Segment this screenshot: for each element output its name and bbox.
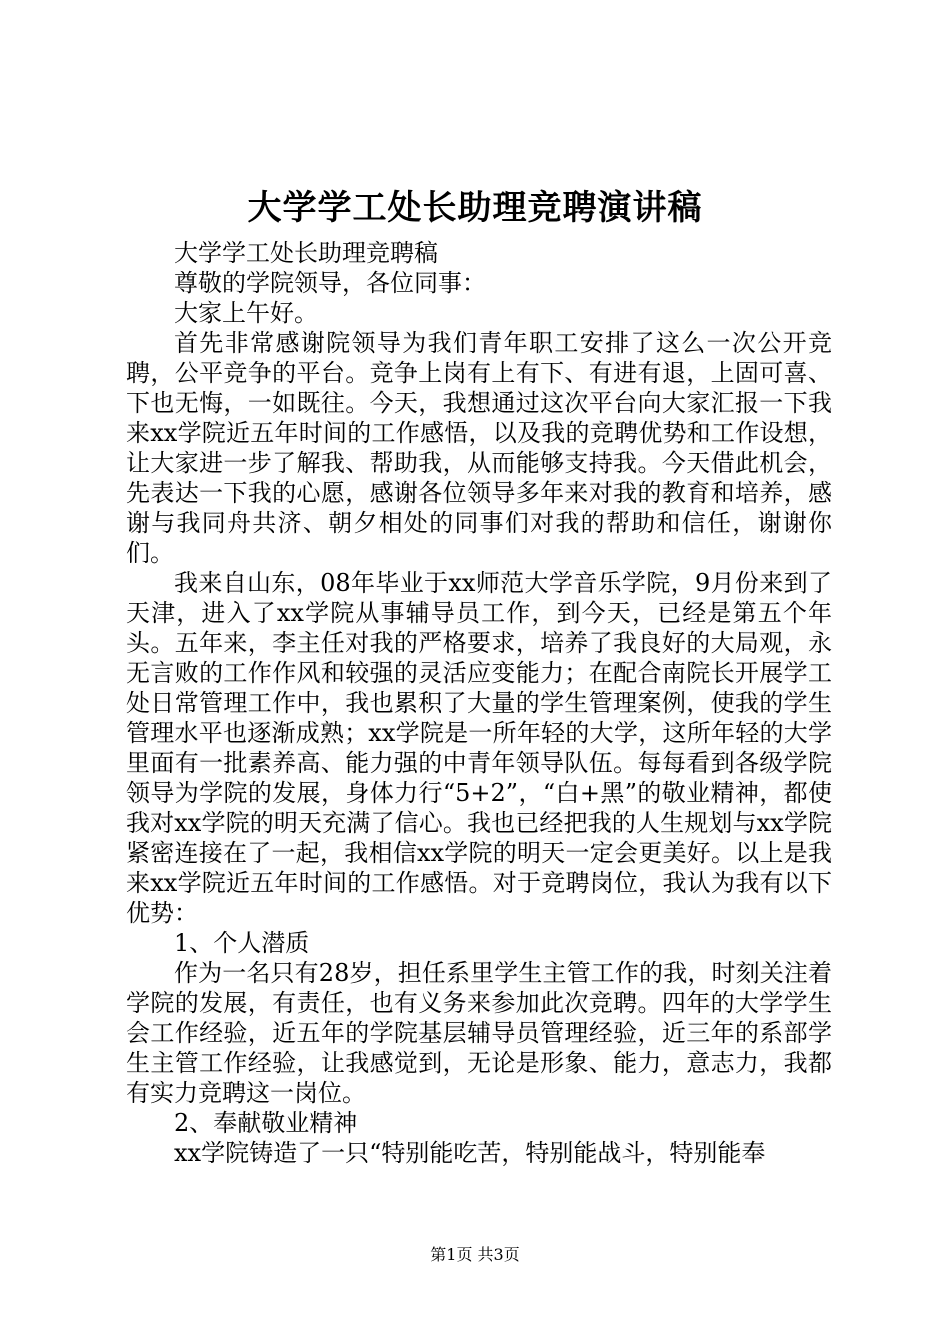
paragraph-greeting: 大家上午好。: [174, 299, 318, 327]
document-body: [126, 238, 832, 1168]
section-heading: 1、个人潜质: [174, 929, 310, 957]
paragraph: 作为一名只有28岁，担任系里学生主管工作的我，时刻关注着学院的发展，有责任，也有义务来参加此次竞聘。四年的大学学生会工作经验，近五年的学院基层辅导员管理经验，近三年的系部学生主管工作经验，让我感觉到，无论是形象、能力，意志力，我都有实力竞聘这一岗位。: [126, 959, 832, 1107]
page-number-footer: 第1页 共3页: [430, 1245, 520, 1264]
section-heading: 2、奉献敬业精神: [174, 1109, 358, 1137]
paragraph: xx学院铸造了一只“特别能吃苦，特别能战斗，特别能奉: [174, 1139, 766, 1167]
paragraph: 我来自山东，08年毕业于xx师范大学音乐学院，9月份来到了天津，进入了xx学院从事辅导员工作，到今天，已经是第五个年头。五年来，李主任对我的严格要求，培养了我良好的大局观，永无言败的工作作风和较强的灵活应变能力；在配合南院长开展学工处日常管理工作中，我也累积了大量的学生管理案例，使我的学生管理水平也逐渐成熟；xx学院是一所年轻的大学，这所年轻的大学里面有一批素养高、能力强的中青年领导队伍。每每看到各级学院领导为学院的发展，身体力行“5+2”，“白+黑”的敬业精神，都使我对xx学院的明天充满了信心。我也已经把我的人生规划与xx学院紧密连接在了一起，我相信xx学院的明天一定会更美好。以上是我来xx学院近五年时间的工作感悟。对于竞聘岗位，我认为我有以下优势：: [126, 569, 832, 927]
document-title: 大学学工处长助理竞聘演讲稿: [247, 188, 703, 228]
paragraph: 首先非常感谢院领导为我们青年职工安排了这么一次公开竞聘，公平竞争的平台。竞争上岗有上有下、有进有退，上固可喜、下也无悔，一如既往。今天，我想通过这次平台向大家汇报一下我来xx学院近五年时间的工作感悟，以及我的竞聘优势和工作设想，让大家进一步了解我、帮助我，从而能够支持我。今天借此机会，先表达一下我的心愿，感谢各位领导多年来对我的教育和培养，感谢与我同舟共济、朝夕相处的同事们对我的帮助和信任，谢谢你们。: [126, 329, 832, 567]
paragraph-subtitle: 大学学工处长助理竞聘稿: [174, 239, 438, 267]
paragraph-salutation: 尊敬的学院领导，各位同事：: [174, 269, 486, 297]
